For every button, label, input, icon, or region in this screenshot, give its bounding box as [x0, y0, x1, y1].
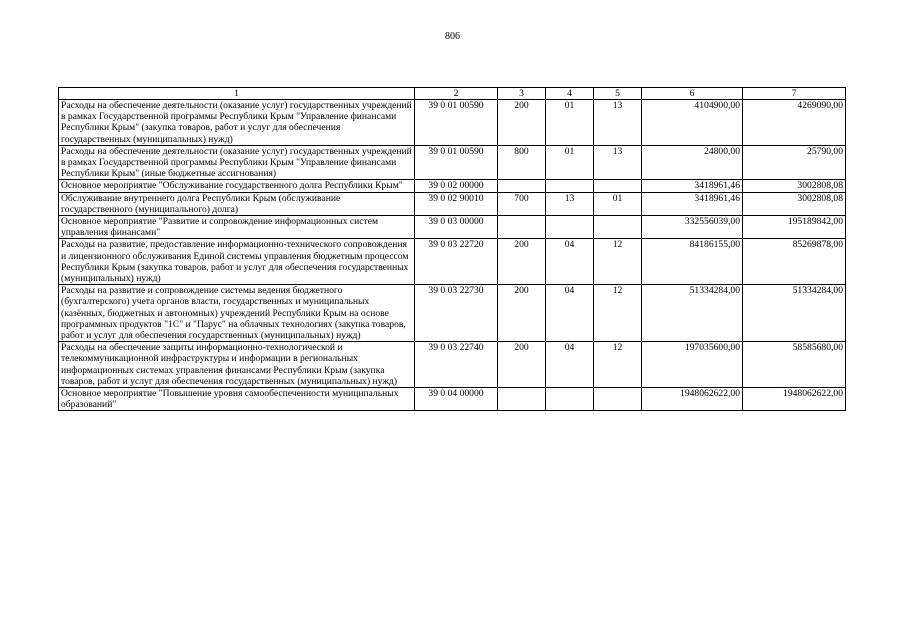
- row-sum-col6: 3418961,46: [642, 180, 743, 192]
- table-row: [59, 180, 846, 192]
- row-description: Обслуживание внутреннего долга Республики Крым (обслуживание государственного (муниципального) долга): [59, 192, 415, 215]
- row-target-code: 39 0 03 00000: [415, 216, 498, 239]
- table-row: [59, 342, 846, 388]
- row-sum-col7: 85269878,00: [743, 239, 846, 285]
- row-description: Основное мероприятие "Развитие и сопровождение информационных систем управления финансами": [59, 216, 415, 239]
- row-subsection: 12: [594, 285, 642, 342]
- row-expense-type: 200: [498, 342, 546, 388]
- header-cell: 5: [594, 88, 642, 100]
- table-row: [59, 239, 846, 285]
- row-section: 04: [546, 239, 594, 285]
- row-sum-col6: 51334284,00: [642, 285, 743, 342]
- row-sum-col7: 51334284,00: [743, 285, 846, 342]
- row-sum-col7: 4269090,00: [743, 100, 846, 146]
- row-description: Основное мероприятие "Повышение уровня самообеспеченности муниципальных образований": [59, 388, 415, 411]
- header-cell: 3: [498, 88, 546, 100]
- row-expense-type: 200: [498, 239, 546, 285]
- row-sum-col7: 3002808,08: [743, 180, 846, 192]
- row-target-code: 39 0 01 00590: [415, 145, 498, 180]
- table-row: [59, 285, 846, 342]
- row-description: Расходы на развитие и сопровождение системы ведения бюджетного (бухгалтерского) учета органов власти, государственных и муниципальных (казённых, бюджетных и автономных) учреждений Республики Крым на основе программных продуктов "1С" и "Парус" на облачных технологиях (закупка товаров, работ и услуг для обеспечения государственных (муниципальных) нужд): [59, 285, 415, 342]
- table-row: [59, 100, 846, 146]
- row-sum-col7: 25790,00: [743, 145, 846, 180]
- row-sum-col6: 24800,00: [642, 145, 743, 180]
- row-section: 04: [546, 285, 594, 342]
- row-subsection: 13: [594, 145, 642, 180]
- row-sum-col6: 4104900,00: [642, 100, 743, 146]
- row-expense-type: 700: [498, 192, 546, 215]
- row-sum-col7: 3002808,08: [743, 192, 846, 215]
- row-expense-type: [498, 388, 546, 411]
- header-cell: 4: [546, 88, 594, 100]
- row-description: Основное мероприятие "Обслуживание государственного долга Республики Крым": [59, 180, 415, 192]
- row-sum-col7: 58585680,00: [743, 342, 846, 388]
- row-subsection: 12: [594, 342, 642, 388]
- row-subsection: [594, 388, 642, 411]
- row-expense-type: [498, 180, 546, 192]
- table-row: [59, 192, 846, 215]
- row-section: 01: [546, 145, 594, 180]
- row-sum-col6: 3418961,46: [642, 192, 743, 215]
- row-expense-type: 200: [498, 100, 546, 146]
- row-expense-type: 800: [498, 145, 546, 180]
- row-sum-col6: 197035600,00: [642, 342, 743, 388]
- page-number: 806: [445, 31, 460, 42]
- row-description: Расходы на развитие, предоставление информационно-технического сопровождения и лицензионного обслуживания Единой системы управления бюджетным процессом Республики Крым (закупка товаров, работ и услуг для обеспечения государственных (муниципальных) нужд): [59, 239, 415, 285]
- table-body: [59, 100, 846, 411]
- table-row: [59, 216, 846, 239]
- header-cell: 7: [743, 88, 846, 100]
- header-cell: 2: [415, 88, 498, 100]
- row-expense-type: [498, 216, 546, 239]
- row-subsection: 01: [594, 192, 642, 215]
- row-description: Расходы на обеспечение деятельности (оказание услуг) государственных учреждений в рамках Государственной программы Республики Крым "Управление финансами Республики Крым" (закупка товаров, работ и услуг для обеспечения государственных (муниципальных) нужд): [59, 100, 415, 146]
- row-target-code: 39 0 03 22720: [415, 239, 498, 285]
- row-description: Расходы на обеспечение защиты информационно-технологической и телекоммуникационной инфраструктуры и информации в региональных информационных системах управления финансами Республики Крым (закупка товаров, работ и услуг для обеспечения государственных (муниципальных) нужд): [59, 342, 415, 388]
- row-section: 01: [546, 100, 594, 146]
- row-section: [546, 388, 594, 411]
- table-header-row: [59, 88, 846, 100]
- header-cell: 1: [59, 88, 415, 100]
- row-section: 13: [546, 192, 594, 215]
- row-section: [546, 216, 594, 239]
- row-sum-col6: 1948062622,00: [642, 388, 743, 411]
- header-cell: 6: [642, 88, 743, 100]
- row-section: [546, 180, 594, 192]
- budget-table: [58, 87, 846, 411]
- row-expense-type: 200: [498, 285, 546, 342]
- row-sum-col6: 84186155,00: [642, 239, 743, 285]
- row-sum-col7: 195189842,00: [743, 216, 846, 239]
- table-row: [59, 388, 846, 411]
- row-section: 04: [546, 342, 594, 388]
- row-subsection: 13: [594, 100, 642, 146]
- row-sum-col7: 1948062622,00: [743, 388, 846, 411]
- row-target-code: 39 0 01 00590: [415, 100, 498, 146]
- row-target-code: 39 0 02 00000: [415, 180, 498, 192]
- row-target-code: 39 0 02 90010: [415, 192, 498, 215]
- row-target-code: 39 0 04 00000: [415, 388, 498, 411]
- row-description: Расходы на обеспечение деятельности (оказание услуг) государственных учреждений в рамках Государственной программы Республики Крым "Управление финансами Республики Крым" (иные бюджетные ассигнования): [59, 145, 415, 180]
- row-target-code: 39 0 03 22740: [415, 342, 498, 388]
- table-row: [59, 145, 846, 180]
- row-subsection: [594, 216, 642, 239]
- row-subsection: [594, 180, 642, 192]
- row-sum-col6: 332556039,00: [642, 216, 743, 239]
- row-subsection: 12: [594, 239, 642, 285]
- row-target-code: 39 0 03 22730: [415, 285, 498, 342]
